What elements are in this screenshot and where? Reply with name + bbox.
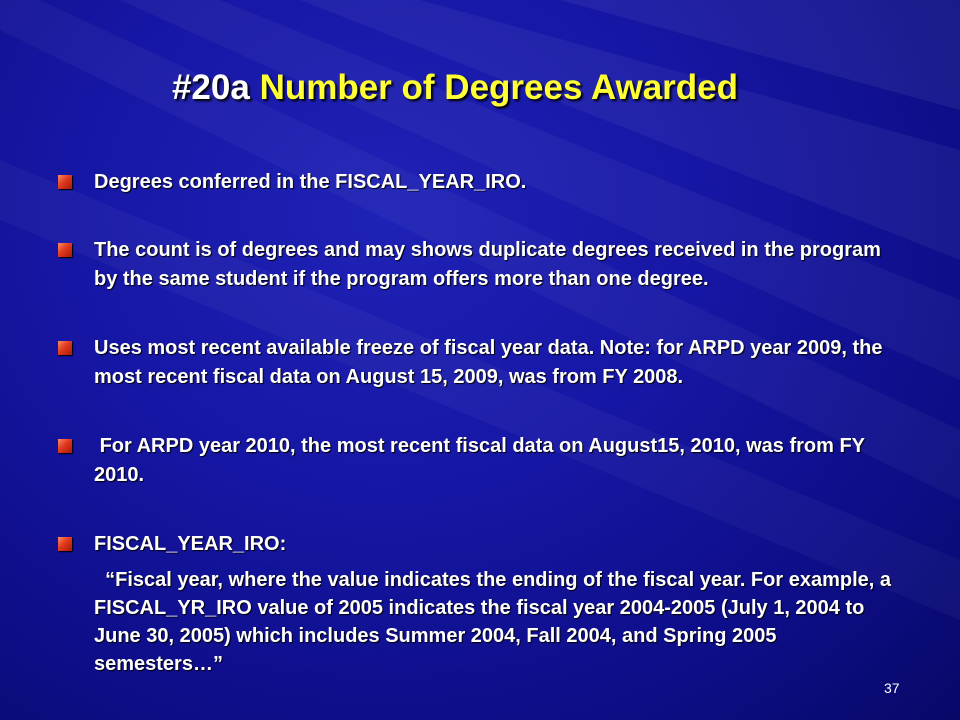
bullet-text: Degrees conferred in the FISCAL_YEAR_IRO. <box>94 171 527 193</box>
bullet-text: For ARPD year 2010, the most recent fiscal data on August15, 2010, was from FY 2010. <box>94 435 871 486</box>
red-square-bullet-icon <box>58 175 72 189</box>
red-square-bullet-icon <box>58 341 72 355</box>
bullet-text: The count is of degrees and may shows duplicate degrees received in the program by the same student if the program offers more than one degree. <box>94 239 881 290</box>
fiscal-year-definition-quote: “Fiscal year, where the value indicates the ending of the fiscal year. For example, a FISCAL_YR_IRO value of 2005 indicates the fiscal year 2004-2005 (July 1, 2004 to June 30, 2005) which includes Summer 2004, Fall 2004, and Spring 2005 semesters…” <box>94 569 897 675</box>
red-square-bullet-icon <box>58 243 72 257</box>
red-square-bullet-icon <box>58 537 72 551</box>
bullet-text: Uses most recent available freeze of fiscal year data. Note: for ARPD year 2009, the most recent fiscal data on August 15, 2009, was from FY 2008. <box>94 337 883 388</box>
bullet-text: FISCAL_YEAR_IRO: <box>94 533 287 555</box>
slide-title-number: #20a <box>171 68 250 107</box>
bullet-item <box>94 168 894 197</box>
page-number: 37 <box>884 680 900 696</box>
bullet-item <box>94 236 894 294</box>
bullet-item <box>94 432 894 490</box>
bullet-item <box>94 530 894 559</box>
slide-title-text: Number of Degrees Awarded <box>259 68 739 107</box>
bullet-item <box>94 334 894 392</box>
red-square-bullet-icon <box>58 439 72 453</box>
